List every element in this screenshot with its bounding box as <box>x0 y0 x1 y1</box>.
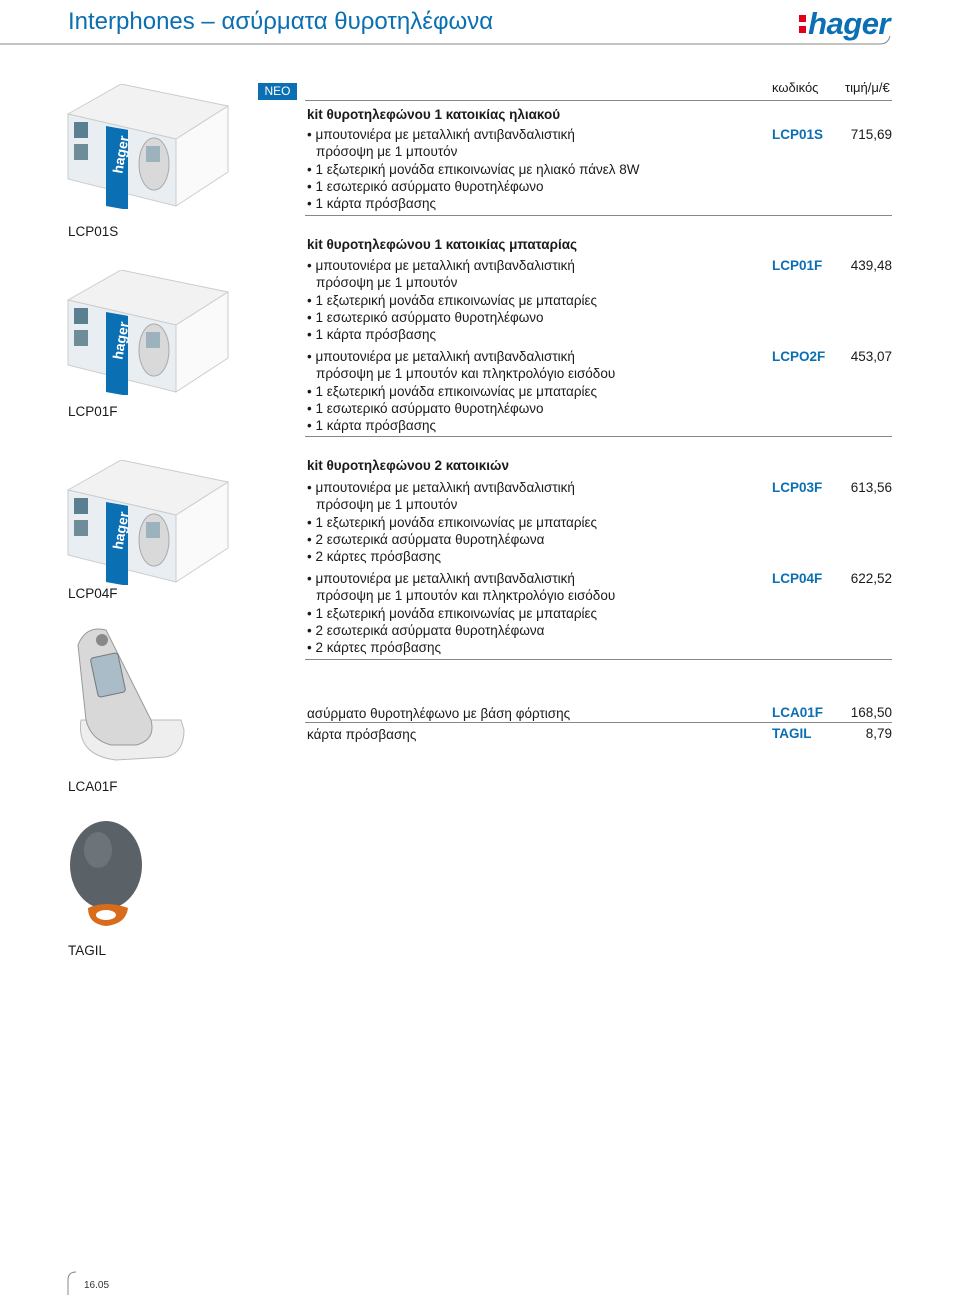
accessory-price: 8,79 <box>865 726 892 741</box>
product-code: LCP01S <box>772 127 824 142</box>
svg-text:hager: hager <box>109 320 132 361</box>
accessory-price: 168,50 <box>850 705 892 720</box>
image-caption: LCP01F <box>68 404 118 419</box>
hager-logo: hager <box>799 8 890 40</box>
product-description: • μπουτονιέρα με μεταλλική αντιβανδαλιστική πρόσοψη με 1 μπουτόν • 1 εξωτερική μονάδα επικοινωνίας με μπαταρίες • 1 εσωτερικό ασύρματο θυροτηλέφωνο • 1 κάρτα πρόσβασης <box>307 258 598 343</box>
kit-box-image <box>66 270 231 395</box>
svg-text:hager: hager <box>109 134 132 175</box>
product-price: 453,07 <box>850 349 892 364</box>
product-description: • μπουτονιέρα με μεταλλική αντιβανδαλιστική πρόσοψη με 1 μπουτόν και πληκτρολόγιο εισόδου • 1 εξωτερική μονάδα επικοινωνίας με μπαταρίες • 2 εσωτερικά ασύρματα θυροτηλέφωνα • 2 κάρτες πρόσβασης <box>307 571 616 656</box>
kit-box-image <box>66 84 231 209</box>
kit-box-image <box>66 460 231 585</box>
product-code: LCPO2F <box>772 349 826 364</box>
accessory-label: ασύρματο θυροτηλέφωνο με βάση φόρτισης <box>307 706 571 721</box>
product-description: • μπουτονιέρα με μεταλλική αντιβανδαλιστική πρόσοψη με 1 μπουτόν και πληκτρολόγιο εισόδου • 1 εξωτερική μονάδα επικοινωνίας με μπαταρίες • 1 εσωτερικό ασύρματο θυροτηλέφωνο • 1 κάρτα πρόσβασης <box>307 349 616 434</box>
product-price: 613,56 <box>850 480 892 495</box>
product-price: 439,48 <box>850 258 892 273</box>
access-tag-image <box>66 820 146 930</box>
page-number: 16.05 <box>84 1280 110 1291</box>
product-description: • μπουτονιέρα με μεταλλική αντιβανδαλιστική πρόσοψη με 1 μπουτόν • 1 εξωτερική μονάδα επικοινωνίας με ηλιακό πάνελ 8W • 1 εσωτερικό ασύρματο θυροτηλέφωνο • 1 κάρτα πρόσβασης <box>307 127 640 212</box>
product-price: 622,52 <box>850 571 892 586</box>
svg-text:hager: hager <box>109 510 132 551</box>
section-heading: kit θυροτηλεφώνου 1 κατοικίας μπαταρίας <box>307 237 578 252</box>
accessory-code: LCA01F <box>772 705 824 720</box>
section-divider <box>305 436 892 437</box>
product-code: LCP01F <box>772 258 823 273</box>
new-badge: ΝΕΟ <box>258 83 297 100</box>
image-caption: LCP04F <box>68 586 118 601</box>
section-heading: kit θυροτηλεφώνου 1 κατοικίας ηλιακού <box>307 107 561 122</box>
page-title: Interphones – ασύρματα θυροτηλέφωνα <box>68 8 494 35</box>
section-heading: kit θυροτηλεφώνου 2 κατοικιών <box>307 458 509 473</box>
product-description: • μπουτονιέρα με μεταλλική αντιβανδαλιστική πρόσοψη με 1 μπουτόν • 1 εξωτερική μονάδα επικοινωνίας με μπαταρίες • 2 εσωτερικά ασύρματα θυροτηλέφωνα • 2 κάρτες πρόσβασης <box>307 480 598 565</box>
product-price: 715,69 <box>850 127 892 142</box>
price-column-header: τιμή/μ/€ <box>845 80 890 95</box>
section-divider <box>305 659 892 660</box>
image-caption: LCA01F <box>68 779 118 794</box>
accessory-code: TAGIL <box>772 726 812 741</box>
image-caption: TAGIL <box>68 943 107 958</box>
product-code: LCP04F <box>772 571 823 586</box>
code-column-header: κωδικός <box>772 80 819 95</box>
logo-dots-icon <box>799 15 806 33</box>
accessory-divider <box>305 722 892 723</box>
accessory-label: κάρτα πρόσβασης <box>307 727 417 742</box>
section-divider <box>305 215 892 216</box>
image-caption: LCP01S <box>68 224 119 239</box>
handset-with-base-image <box>66 625 196 765</box>
product-code: LCP03F <box>772 480 823 495</box>
header-divider <box>305 100 892 101</box>
